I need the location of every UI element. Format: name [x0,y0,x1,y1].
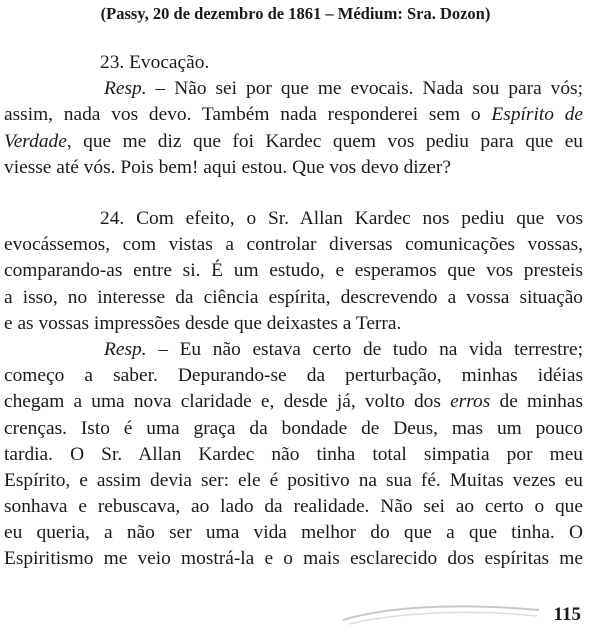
answer-line: Verdade, que me diz que foi Kardec quem vos pediu para que eu [4,130,583,152]
spirit-of-truth-term: Espírito de [491,104,583,126]
footer-swoosh-ornament [341,598,541,628]
answer-line: eu queria, a não ser uma vida melhor do que a que tinha. O [4,522,583,544]
answer-line: começo a saber. Depurando-se da perturbação, minhas idéias [4,365,583,387]
answer-line: Espiritismo me veio mostrá-la e o mais esclarecido dos espíritas me [4,548,583,570]
evocation-number-line: 23. Evocação. [100,52,210,73]
question-line: evocássemos, com vistas a controlar diversas comunicações vossas, [4,234,583,256]
resp-label: Resp. [104,78,147,100]
answer-line: Resp. – Eu não estava certo de tudo na vida terrestre; [104,338,583,360]
errors-term: erros [450,391,491,413]
question-line: 24. Com efeito, o Sr. Allan Kardec nos pediu que vos [100,208,583,229]
question-line: e as vossas impressões desde que deixastes a Terra. [4,312,402,334]
answer-line: sonhava e rebuscava, ao lado da realidade. Não sei ao certo o que [4,496,583,518]
answer-line: viesse até vós. Pois bem! aqui estou. Que vos devo dizer? [4,156,451,178]
question-line: a isso, no interesse da ciência espírita, descrevendo a vossa situação [4,286,583,308]
answer-line: tardia. O Sr. Allan Kardec não tinha total simpatia por meu [4,443,583,465]
question-line: comparando-as entre si. É um estudo, e esperamos que vos presteis [4,260,583,282]
truth-term: Verdade [4,130,67,152]
answer-line: Espírito, e assim devia ser: ele é positivo na sua fé. Muitas vezes eu [4,469,583,491]
resp-label: Resp. [104,338,147,360]
session-heading: (Passy, 20 de dezembro de 1861 – Médium: Sra. Dozon) [100,4,491,23]
answer-line: Resp. – Não sei por que me evocais. Nada sou para vós; [104,78,583,100]
page-number: 115 [553,604,581,625]
section-24 [4,206,583,573]
answer-line: chegam a uma nova claridade e, desde já, volto dos erros de minhas [4,391,583,413]
answer-line: crenças. Isto é uma graça da bondade de Deus, mas um pouco [4,417,583,439]
answer-line: assim, nada vos devo. Também nada responderei sem o Espírito de [4,104,583,126]
section-23 [4,50,583,181]
